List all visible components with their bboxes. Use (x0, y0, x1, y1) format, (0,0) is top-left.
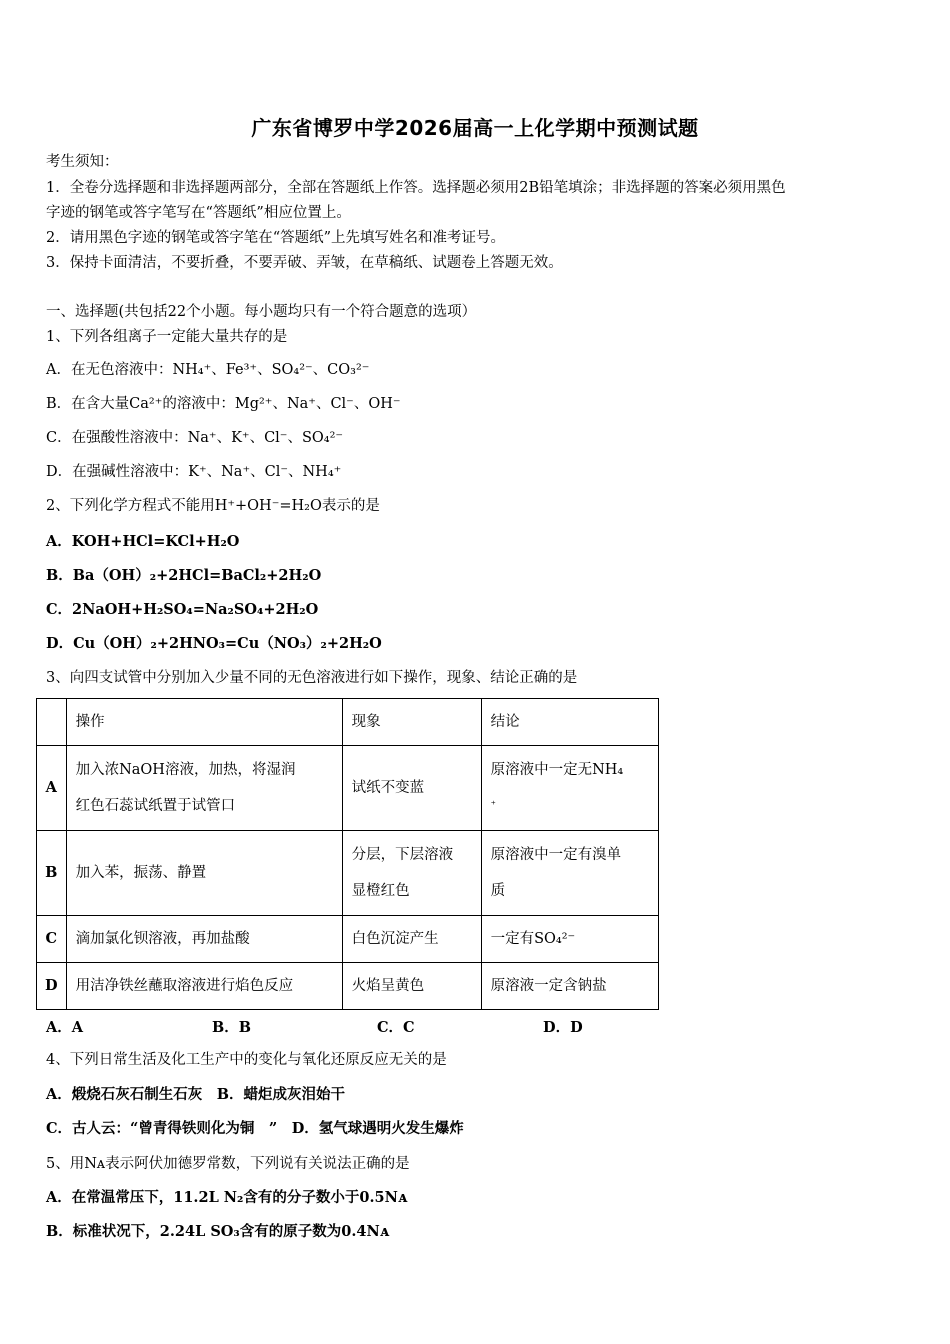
conclusion-cell: 一定有SO₄²⁻ (481, 916, 658, 963)
table-header-cell (37, 699, 67, 746)
q1-stem: 1、下列各组离子一定能大量共存的是 (46, 329, 288, 345)
q3-stem: 3、向四支试管中分别加入少量不同的无色溶液进行如下操作，现象、结论正确的是 (46, 670, 578, 686)
table-header-cell: 结论 (481, 699, 658, 746)
phenomenon-cell: 火焰呈黄色 (342, 963, 481, 1010)
notice-line-3: 3．保持卡面清洁，不要折叠，不要弄破、弄皱，在草稿纸、试题卷上答题无效。 (46, 255, 563, 271)
q1-option-b: B．在含大量Ca²⁺的溶液中：Mg²⁺、Na⁺、Cl⁻、OH⁻ (46, 396, 401, 412)
table-header-cell: 现象 (342, 699, 481, 746)
row-option: C (37, 916, 67, 963)
q3-answer-b: B．B (212, 1019, 252, 1036)
q2-option-d: D．Cu（OH）₂+2HNO₃=Cu（NO₃）₂+2H₂O (46, 635, 382, 652)
table-row (37, 746, 659, 831)
conclusion-cell: 原溶液一定含钠盐 (481, 963, 658, 1010)
q3-table (36, 698, 659, 1010)
q5-option-b: B．标准状况下，2.24L SO₃含有的原子数为0.4Nᴀ (46, 1223, 390, 1240)
q4-stem: 4、下列日常生活及化工生产中的变化与氧化还原反应无关的是 (46, 1052, 447, 1068)
cell-line: 加入浓NaOH溶液，加热，将湿润 (75, 762, 296, 778)
operation-cell (66, 831, 342, 916)
notice-line-2: 2．请用黑色字迹的钢笔或答字笔在“答题纸”上先填写姓名和准考证号。 (46, 230, 506, 246)
q3-answer-d: D．D (543, 1019, 583, 1036)
q4-options-line2: C．古人云：“曾青得铁则化为铜 ” D．氢气球遇明火发生爆炸 (46, 1120, 464, 1137)
table-header-row (37, 699, 659, 746)
cell-line: 原溶液中一定无NH₄ (490, 762, 624, 778)
q3-answer-c: C．C (377, 1019, 415, 1036)
conclusion-cell (481, 746, 658, 831)
cell-line: ⁺ (490, 800, 496, 811)
conclusion-cell (481, 831, 658, 916)
q5-option-a: A．在常温常压下，11.2L N₂含有的分子数小于0.5Nᴀ (46, 1189, 408, 1206)
q3-answer-a: A．A (46, 1019, 84, 1036)
q4-options-line1: A．煅烧石灰石制生石灰 B．蜡炬成灰泪始干 (46, 1086, 346, 1103)
q2-option-c: C．2NaOH+H₂SO₄=Na₂SO₄+2H₂O (46, 601, 319, 618)
phenomenon-cell (342, 746, 481, 831)
phenomenon-cell (342, 831, 481, 916)
cell-line: 分层，下层溶液 (351, 847, 454, 863)
row-option: D (37, 963, 67, 1010)
notice-heading: 考生须知： (46, 154, 119, 170)
notice-line-1a: 1．全卷分选择题和非选择题两部分，全部在答题纸上作答。选择题必须用2B铅笔填涂；非选择题的答案必须用黑色 (46, 180, 786, 196)
cell-line: 显橙红色 (351, 883, 410, 899)
cell-line: 原溶液中一定有溴单 (490, 847, 622, 863)
q2-option-a: A．KOH+HCl=KCl+H₂O (46, 533, 240, 550)
operation-cell (66, 746, 342, 831)
table-row (37, 963, 659, 1010)
cell-line: 加入苯，振荡、静置 (75, 865, 207, 881)
q1-option-d: D．在强碱性溶液中：K⁺、Na⁺、Cl⁻、NH₄⁺ (46, 464, 342, 480)
table-row (37, 831, 659, 916)
q2-option-b: B．Ba（OH）₂+2HCl=BaCl₂+2H₂O (46, 567, 322, 584)
table-header-cell: 操作 (66, 699, 342, 746)
table-row (37, 916, 659, 963)
exam-title: 广东省博罗中学2026届高一上化学期中预测试题 (251, 116, 699, 140)
operation-cell: 滴加氯化钡溶液，再加盐酸 (66, 916, 342, 963)
cell-line: 试纸不变蓝 (351, 780, 425, 796)
q1-option-c: C．在强酸性溶液中：Na⁺、K⁺、Cl⁻、SO₄²⁻ (46, 430, 344, 446)
q5-stem: 5、用Nᴀ表示阿伏加德罗常数，下列说有关说法正确的是 (46, 1156, 410, 1172)
cell-line: 质 (490, 883, 506, 899)
q2-stem: 2、下列化学方程式不能用H⁺+OH⁻=H₂O表示的是 (46, 498, 380, 514)
q1-option-a: A．在无色溶液中：NH₄⁺、Fe³⁺、SO₄²⁻、CO₃²⁻ (46, 362, 370, 378)
row-option: A (37, 746, 67, 831)
notice-line-1b: 字迹的钢笔或答字笔写在“答题纸”相应位置上。 (46, 205, 351, 221)
phenomenon-cell: 白色沉淀产生 (342, 916, 481, 963)
operation-cell: 用洁净铁丝蘸取溶液进行焰色反应 (66, 963, 342, 1010)
cell-line: 红色石蕊试纸置于试管口 (75, 798, 236, 814)
row-option: B (37, 831, 67, 916)
section-heading: 一、选择题(共包括22个小题。每小题均只有一个符合题意的选项） (46, 304, 477, 320)
